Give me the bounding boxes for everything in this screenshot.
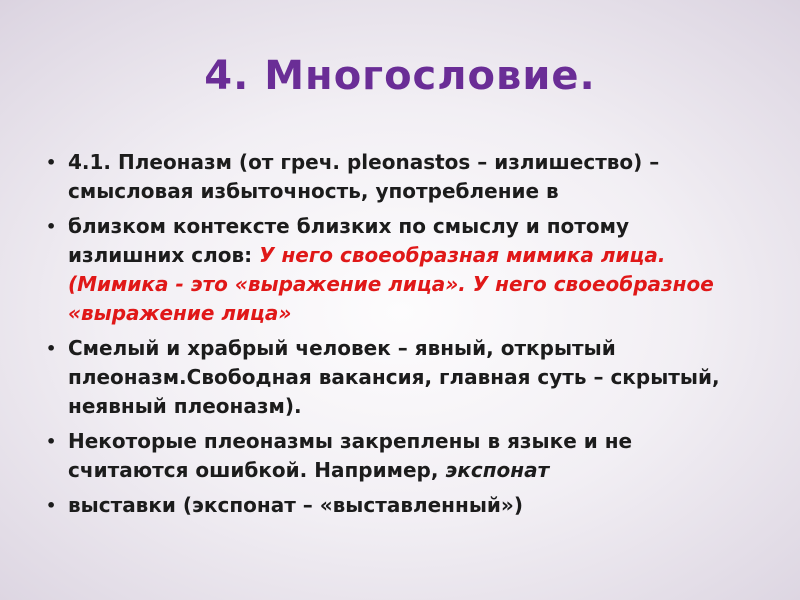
- example-highlight: У него своеобразная мимика лица. (Мимика - это «выражение лица». У него своеобразное «выражение лица»: [68, 243, 714, 325]
- bullet-list: [44, 148, 734, 526]
- bullet-text: выставки (экспонат – «выставленный»): [68, 493, 523, 517]
- bullet-text: Некоторые плеоназмы закреплены в языке и не считаются ошибкой. Например,: [68, 429, 633, 482]
- bullet-text: 4.1. Плеоназм (от греч. pleonastos – излишество) – смысловая избыточность, употребление в: [68, 150, 660, 203]
- bullet-item-pleonasm-definition: [44, 148, 734, 206]
- slide-title: 4. Многословие.: [204, 53, 596, 99]
- bullet-dot-icon: •: [46, 339, 57, 358]
- example-italic: экспонат: [445, 458, 550, 482]
- bullet-dot-icon: •: [46, 496, 57, 515]
- bullet-item-explicit-implicit: [44, 334, 734, 421]
- bullet-item-accepted-pleonasms: [44, 427, 734, 485]
- bullet-item-exhibit-example: [44, 491, 734, 520]
- bullet-item-context: [44, 212, 734, 328]
- bullet-text: Смелый и храбрый человек – явный, открытый плеоназм.Свободная вакансия, главная суть – скрытый, неявный плеоназм).: [68, 336, 720, 418]
- bullet-dot-icon: •: [46, 217, 57, 236]
- bullet-dot-icon: •: [46, 432, 57, 451]
- bullet-text: близком контексте близких по смыслу и потому излишних слов:: [68, 214, 629, 267]
- bullet-dot-icon: •: [46, 153, 57, 172]
